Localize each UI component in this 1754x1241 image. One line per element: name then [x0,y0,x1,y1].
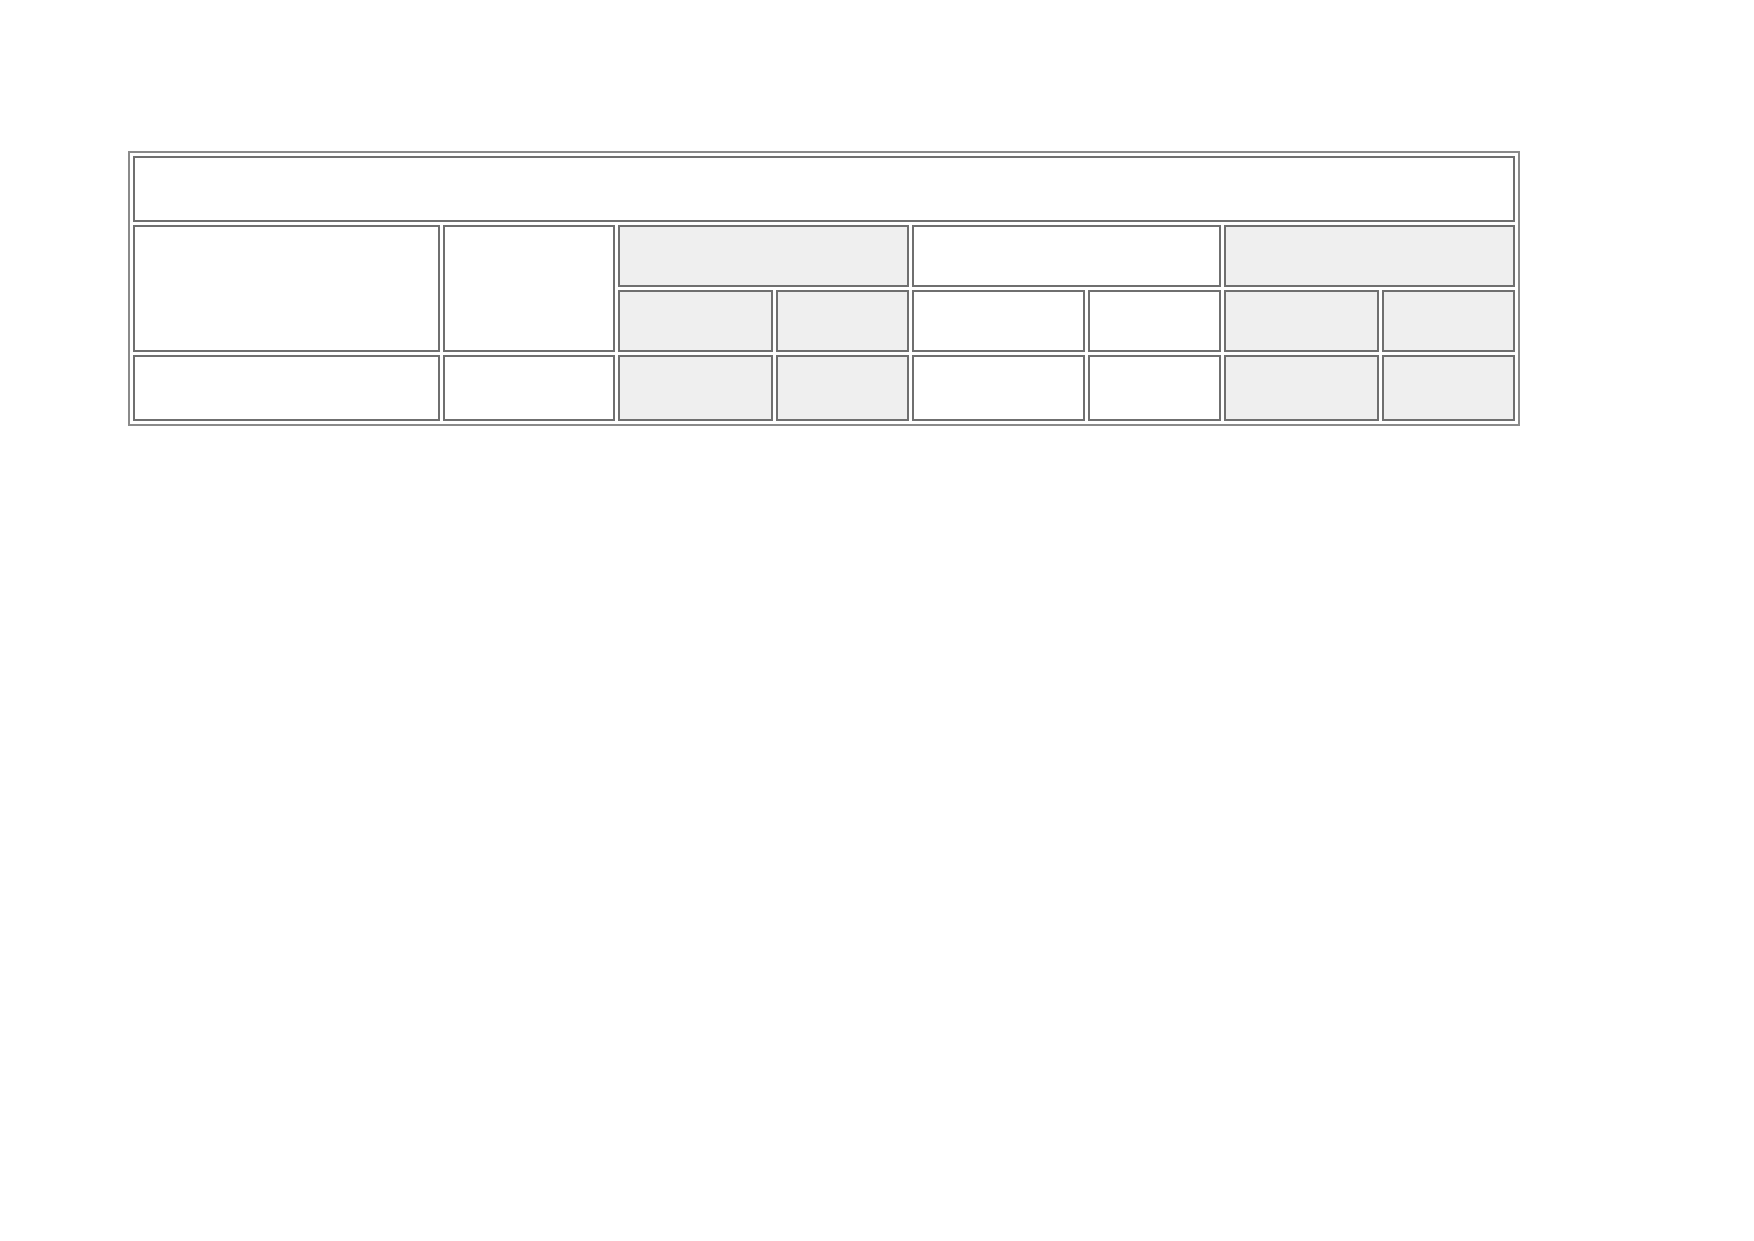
header-row-groups [133,225,1515,287]
total-fan-forecast-empty [912,355,1085,421]
table-title [133,156,1515,222]
forecast-table [128,151,1520,426]
header-group-fan [912,225,1221,287]
header-result [443,225,615,352]
header-group-expert [618,225,909,287]
header-me-forecast [1224,290,1379,352]
total-me-forecast-empty [1224,355,1379,421]
total-fan-points [1088,355,1221,421]
title-row [133,156,1515,222]
header-fan-points [1088,290,1221,352]
header-match [133,225,440,352]
header-group-me [1224,225,1515,287]
total-row [133,355,1515,421]
total-expert-points [776,355,909,421]
total-result-empty [443,355,615,421]
total-label [133,355,440,421]
header-expert-forecast [618,290,773,352]
header-expert-points [776,290,909,352]
header-fan-forecast [912,290,1085,352]
total-me-points [1382,355,1515,421]
header-me-points [1382,290,1515,352]
total-expert-forecast-empty [618,355,773,421]
